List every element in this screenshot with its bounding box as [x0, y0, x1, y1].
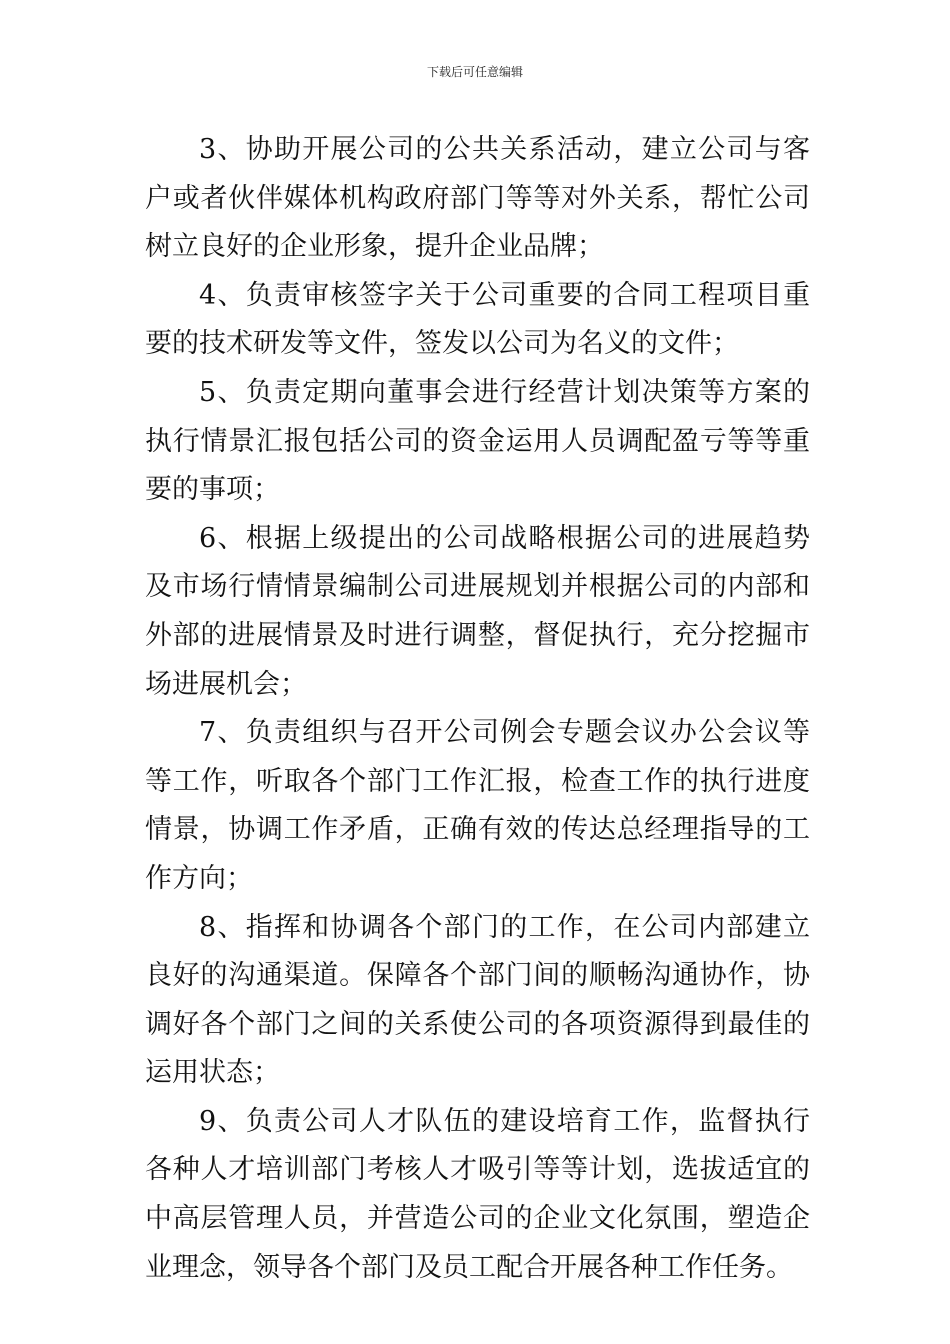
paragraph-item-6: 6、根据上级提出的公司战略根据公司的进展趋势及市场行情情景编制公司进展规划并根据公司的内部和外部的进展情景及时进行调整，督促执行，充分挖掘市场进展机会；: [145, 522, 810, 700]
paragraph-item-4: 4、负责审核签字关于公司重要的合同工程项目重要的技术研发等文件，签发以公司为名义的文件；: [145, 279, 810, 360]
paragraph-item-8: 8、指挥和协调各个部门的工作，在公司内部建立良好的沟通渠道。保障各个部门间的顺畅沟通协作，协调好各个部门之间的关系使公司的各项资源得到最佳的运用状态；: [145, 911, 810, 1089]
page-header: 下载后可任意编辑: [426, 65, 523, 79]
paragraph-item-5: 5、负责定期向董事会进行经营计划决策等方案的执行情景汇报包括公司的资金运用人员调配盈亏等等重要的事项；: [145, 376, 810, 506]
document-body: [145, 126, 810, 1292]
paragraph-item-9: 9、负责公司人才队伍的建设培育工作，监督执行各种人才培训部门考核人才吸引等等计划，选拔适宜的中高层管理人员，并营造公司的企业文化氛围，塑造企业理念，领导各个部门及员工配合开展各种工作任务。: [145, 1105, 810, 1283]
paragraph-item-7: 7、负责组织与召开公司例会专题会议办公会议等等工作，听取各个部门工作汇报，检查工作的执行进度情景，协调工作矛盾，正确有效的传达总经理指导的工作方向；: [145, 717, 810, 894]
paragraph-item-3: 3、协助开展公司的公共关系活动，建立公司与客户或者伙伴媒体机构政府部门等等对外关系，帮忙公司树立良好的企业形象，提升企业品牌；: [145, 134, 810, 263]
